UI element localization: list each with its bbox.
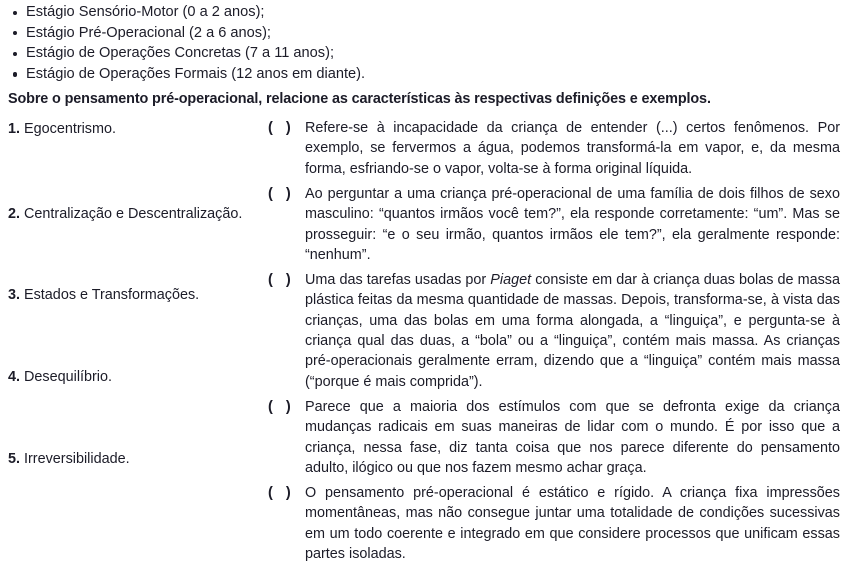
answer-blank-1[interactable]: [268, 118, 291, 138]
definition-list: [268, 118, 840, 569]
paren-close: ): [285, 185, 291, 202]
bullet-icon: [13, 72, 17, 76]
characteristic-number: 1.: [8, 121, 21, 137]
definition-text: O pensamento pré-operacional é estático e rígido. A criança fixa impressões momentâneas, mas não consegue juntar uma totalidade de condições sucessivas em um todo coerente e integrado em que considere processos que unificam essas partes isoladas.: [305, 484, 840, 563]
definition-row: [268, 483, 840, 565]
answer-blank-3[interactable]: [268, 270, 291, 290]
definition-text: [305, 270, 840, 392]
list-item: [0, 64, 600, 85]
bullet-icon: [13, 31, 17, 35]
definition-text: Refere-se à incapacidade da criança de entender (...) certos fenômenos. Por exemplo, se fervermos a água, podemos transformá-la em vapor, e, da mesma forma, esfriando-se o vapor, volta-se à forma original líquida.: [305, 120, 840, 177]
paren-close: ): [285, 398, 291, 415]
paren-close: ): [285, 120, 291, 136]
characteristic-item-4: [8, 368, 112, 387]
stage-label: Estágio de Operações Concretas (7 a 11 anos);: [26, 45, 334, 62]
paren-open: (: [268, 398, 273, 415]
definition-text: Parece que a maioria dos estímulos com que se defronta exige da criança mudanças radicais em suas maneiras de lidar com o mundo. É por isso que a criança, nessa fase, diz tanta coisa que nos parece diferente do pensamento adulto, ilógico ou que nos fazem mesmo achar graça.: [305, 398, 840, 476]
definition-row: [268, 118, 840, 179]
matching-exercise: [0, 118, 861, 563]
characteristic-item-3: [8, 286, 199, 305]
definition-text-part: consiste em dar à criança duas bolas de massa plástica feitas da mesma quantidade de massas. Depois, transforma-se, à vista das crianças, uma das bolas em uma forma alongada, a “linguiça”, e pergunta-se à criança qual das duas, a “bola” ou a “linguiça”, contém mais massa. As crianças pré-operacionais geralmente erram, dizendo que a “linguiça” contém mais massa (“porque é mais comprida”).: [305, 271, 840, 390]
answer-blank-5[interactable]: [268, 483, 291, 503]
paren-close: ): [285, 484, 291, 501]
characteristic-number: 2.: [8, 206, 21, 222]
paren-open: (: [268, 120, 273, 136]
stage-label: Estágio Sensório-Motor (0 a 2 anos);: [26, 4, 265, 20]
answer-blank-2[interactable]: [268, 184, 291, 204]
characteristic-item-2: [8, 205, 242, 224]
characteristic-label: Estados e Transformações.: [24, 287, 200, 303]
definition-row: [268, 397, 840, 479]
paren-open: (: [268, 271, 273, 288]
definition-row: [268, 270, 840, 392]
stage-list: [0, 2, 600, 84]
paren-open: (: [268, 484, 273, 501]
characteristic-item-1: [8, 120, 116, 139]
cited-author: Piaget: [490, 271, 532, 288]
list-item: [0, 23, 600, 44]
characteristic-label: Irreversibilidade.: [24, 451, 130, 467]
list-item: [0, 2, 600, 23]
characteristic-label: Desequilíbrio.: [24, 369, 113, 385]
bullet-icon: [13, 11, 17, 15]
characteristic-number: 5.: [8, 451, 21, 467]
answer-blank-4[interactable]: [268, 397, 291, 417]
definition-row: [268, 184, 840, 266]
bullet-icon: [13, 52, 17, 56]
characteristic-item-5: [8, 450, 130, 469]
stage-label: Estágio de Operações Formais (12 anos em diante).: [26, 65, 366, 82]
definition-text: Ao perguntar a uma criança pré-operacional de uma família de dois filhos de sexo masculino: “quantos irmãos você tem?”, ela responde corretamente: “um”. Mas se prosseguir: “e o seu irmão, quantos irmãos ele tem?”, ela geralmente responde: “nenhum”.: [305, 185, 840, 263]
list-item: [0, 43, 600, 64]
paren-close: ): [285, 271, 291, 288]
characteristic-number: 4.: [8, 369, 21, 385]
paren-open: (: [268, 185, 273, 202]
characteristic-label: Egocentrismo.: [24, 121, 116, 137]
characteristic-label: Centralização e Descentralização.: [24, 206, 243, 222]
characteristic-number: 3.: [8, 287, 21, 303]
stage-label: Estágio Pré-Operacional (2 a 6 anos);: [26, 24, 271, 41]
question-prompt-heading: Sobre o pensamento pré-operacional, relacione as características às respectivas definições e exemplos.: [8, 91, 711, 107]
definition-text-part: Uma das tarefas usadas por: [305, 271, 491, 288]
